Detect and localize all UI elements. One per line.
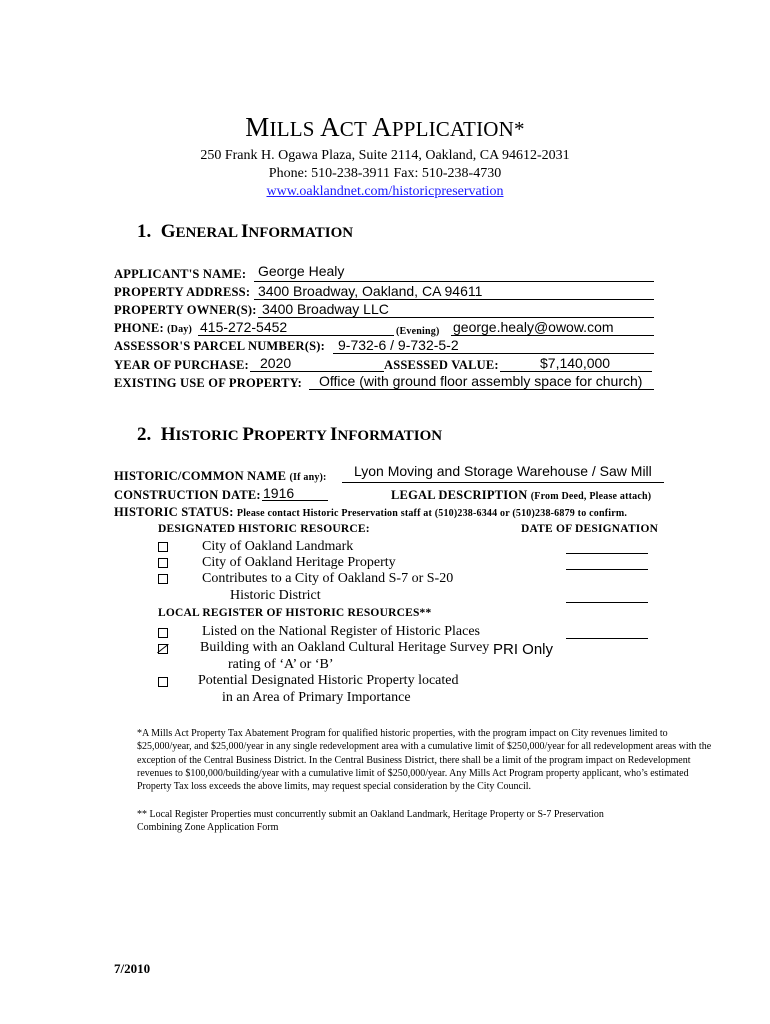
parcel-number-label: ASSESSOR'S PARCEL NUMBER(S):	[114, 339, 325, 353]
section1-heading: 1. GENERAL INFORMATION	[137, 221, 354, 242]
potential-designated-label: Potential Designated Historic Property located	[198, 673, 459, 688]
date-heritage-blank[interactable]	[566, 569, 648, 570]
property-address-field[interactable]: 3400 Broadway, Oakland, CA 94611	[258, 283, 483, 299]
phone-evening-line	[451, 335, 654, 336]
property-owner-label: PROPERTY OWNER(S):	[114, 303, 257, 317]
checkbox-potential-designated[interactable]	[158, 677, 168, 687]
section2-heading: 2. HISTORIC PROPERTY INFORMATION	[137, 424, 443, 445]
construction-date-label: CONSTRUCTION DATE:	[114, 488, 261, 502]
local-register-heading: LOCAL REGISTER OF HISTORIC RESOURCES**	[158, 607, 432, 619]
existing-use-label: EXISTING USE OF PROPERTY:	[114, 376, 303, 390]
parcel-number-line	[333, 353, 654, 354]
parcel-number-field[interactable]: 9-732-6 / 9-732-5-2	[338, 337, 459, 353]
oakland-landmark-label: City of Oakland Landmark	[202, 539, 354, 554]
checkbox-heritage-property[interactable]	[158, 558, 168, 568]
year-of-purchase-field[interactable]: 2020	[260, 355, 292, 371]
national-register-label: Listed on the National Register of Historic Places	[202, 624, 480, 639]
pri-only-annotation[interactable]: PRI Only	[493, 641, 554, 658]
checkbox-historic-district[interactable]	[158, 574, 168, 584]
phone-evening-field[interactable]: george.healy@owow.com	[453, 319, 614, 335]
construction-date-field[interactable]: 1916	[263, 485, 295, 501]
cultural-heritage-survey-label: Building with an Oakland Cultural Heritage Survey	[200, 640, 490, 655]
assessed-value-line	[500, 371, 652, 372]
historic-status-label: HISTORIC STATUS: Please contact Historic Preservation staff at (510)238-6344 or (510)238-6879 to confirm.	[114, 505, 628, 519]
footnote-local-register: ** Local Register Properties must concurrently submit an Oakland Landmark, Heritage Property or S-7 Preservation Combining Zone Application Form	[137, 809, 604, 834]
phone-evening-label: (Evening)	[396, 326, 440, 337]
website-link-wrap	[0, 184, 770, 200]
common-name-field[interactable]: Lyon Moving and Storage Warehouse / Saw Mill	[354, 463, 652, 479]
phone-label: PHONE: (Day)	[114, 321, 193, 335]
checkbox-national-register[interactable]	[158, 628, 168, 638]
property-address-line	[254, 299, 654, 300]
year-of-purchase-label: YEAR OF PURCHASE:	[114, 358, 249, 372]
property-owner-field[interactable]: 3400 Broadway LLC	[262, 301, 389, 317]
heritage-property-label: City of Oakland Heritage Property	[202, 555, 396, 570]
cultural-heritage-survey-label-2: rating of ‘A’ or ‘B’	[228, 657, 334, 672]
legal-description-label: LEGAL DESCRIPTION (From Deed, Please attach)	[391, 488, 652, 502]
assessed-value-field[interactable]: $7,140,000	[540, 355, 611, 371]
date-landmark-blank[interactable]	[566, 553, 648, 554]
date-of-designation-heading: DATE OF DESIGNATION	[521, 523, 659, 535]
applicant-name-field[interactable]: George Healy	[258, 263, 345, 279]
common-name-line	[342, 482, 664, 483]
existing-use-field[interactable]: Office (with ground floor assembly space for church)	[319, 373, 643, 389]
document-title: MILLS ACT APPLICATION*	[245, 112, 525, 142]
potential-designated-label-2: in an Area of Primary Importance	[222, 690, 411, 705]
office-phone-fax: Phone: 510-238-3911 Fax: 510-238-4730	[268, 166, 502, 181]
year-of-purchase-line	[250, 371, 384, 372]
checkbox-cultural-heritage-survey[interactable]	[158, 644, 168, 654]
footnote-tax-abatement: *A Mills Act Property Tax Abatement Program for qualified historic properties, with the program impact on City revenues limited to $25,000/year, and $25,000/year in any single redevelopment area with a cumulative limit of $250,000/year for all redevelopment areas with the exception of the Central Business District. In the Central Business District, there shall be a limit of the program impact on Redevelopment revenues to $100,000/building/year with a cumulative limit of $250,000/year. Any Mills Act Program property applicant, who’s estimated Property Tax loss exceeds the above limits, may request special consideration by the City Council.	[137, 728, 712, 793]
revision-date: 7/2010	[114, 961, 151, 976]
historic-district-label: Contributes to a City of Oakland S-7 or S-20	[202, 571, 454, 586]
date-district-blank[interactable]	[566, 602, 648, 603]
phone-day-field[interactable]: 415-272-5452	[200, 319, 288, 335]
office-address: 250 Frank H. Ogawa Plaza, Suite 2114, Oakland, CA 94612-2031	[200, 148, 570, 163]
assessed-value-label: ASSESSED VALUE:	[384, 358, 499, 372]
common-name-label: HISTORIC/COMMON NAME (If any):	[114, 469, 327, 483]
checkbox-oakland-landmark[interactable]	[158, 542, 168, 552]
property-address-label: PROPERTY ADDRESS:	[114, 285, 251, 299]
applicant-name-line	[254, 281, 654, 282]
website-link[interactable]: www.oaklandnet.com/historicpreservation	[266, 184, 504, 199]
property-owner-line	[258, 317, 654, 318]
existing-use-line	[309, 389, 654, 390]
applicant-name-label: APPLICANT'S NAME:	[114, 267, 247, 281]
designated-resource-heading: DESIGNATED HISTORIC RESOURCE:	[158, 523, 370, 535]
phone-day-line	[198, 335, 394, 336]
historic-district-label-2: Historic District	[230, 588, 321, 603]
date-national-register-blank[interactable]	[566, 638, 648, 639]
